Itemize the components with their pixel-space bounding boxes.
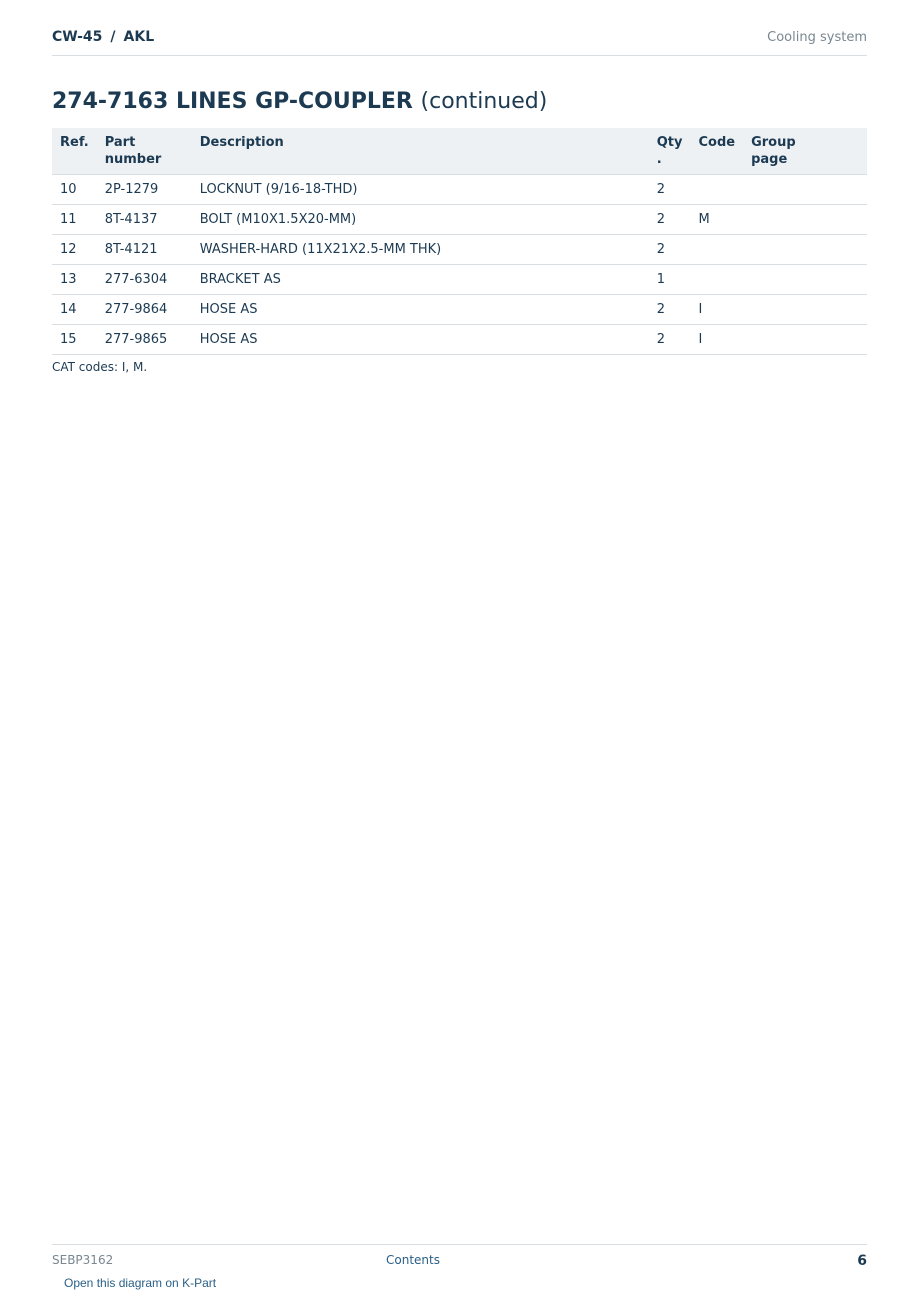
cell-group-page (743, 175, 867, 205)
table-row (52, 175, 867, 205)
cell-ref: 11 (52, 205, 97, 235)
page-title (52, 89, 547, 114)
cell-description: BOLT (M10X1.5X20-MM) (192, 205, 649, 235)
column-header-group-page (743, 128, 867, 175)
column-header-description: Description (192, 128, 649, 175)
cell-part-number: 8T-4121 (97, 235, 192, 265)
column-header-part-number: Part number (97, 128, 192, 175)
breadcrumb-separator: / (110, 29, 116, 45)
breadcrumb-code: AKL (123, 29, 155, 45)
cell-group-page (743, 325, 867, 355)
column-header-qty (649, 128, 691, 175)
cell-qty: 2 (649, 205, 691, 235)
cell-qty: 1 (649, 265, 691, 295)
cell-group-page (743, 205, 867, 235)
cell-ref: 10 (52, 175, 97, 205)
page-footer (52, 1244, 867, 1269)
page-number: 6 (857, 1253, 867, 1269)
cell-code (690, 265, 743, 295)
cell-code (690, 235, 743, 265)
document-code: SEBP3162 (52, 1253, 114, 1267)
table-row (52, 295, 867, 325)
cell-code: M (690, 205, 743, 235)
breadcrumb-model: CW-45 (52, 29, 103, 45)
qty-header-line1: Qty (656, 135, 683, 150)
table-row (52, 205, 867, 235)
section-label: Cooling system (767, 30, 867, 45)
table-row (52, 265, 867, 295)
contents-link[interactable]: Contents (386, 1253, 440, 1267)
cell-description: HOSE AS (192, 295, 649, 325)
breadcrumb (52, 29, 154, 45)
cell-code (690, 175, 743, 205)
group-header-line2: page (751, 152, 788, 167)
table-header-row (52, 128, 867, 175)
column-header-ref: Ref. (52, 128, 97, 175)
cell-code: I (690, 295, 743, 325)
parts-table (52, 128, 867, 355)
cell-qty: 2 (649, 295, 691, 325)
cell-code: I (690, 325, 743, 355)
cell-part-number: 2P-1279 (97, 175, 192, 205)
table-row (52, 235, 867, 265)
cell-qty: 2 (649, 235, 691, 265)
cell-ref: 15 (52, 325, 97, 355)
open-diagram-kpart-link[interactable]: Open this diagram on K-Part (64, 1276, 217, 1290)
cell-description: WASHER-HARD (11X21X2.5-MM THK) (192, 235, 649, 265)
cell-group-page (743, 295, 867, 325)
page-header (52, 28, 867, 56)
cell-ref: 14 (52, 295, 97, 325)
cell-description: HOSE AS (192, 325, 649, 355)
title-main: 274-7163 LINES GP-COUPLER (52, 89, 413, 114)
table-row (52, 325, 867, 355)
cell-description: BRACKET AS (192, 265, 649, 295)
cell-part-number: 277-9865 (97, 325, 192, 355)
cell-qty: 2 (649, 325, 691, 355)
cell-group-page (743, 265, 867, 295)
cell-ref: 12 (52, 235, 97, 265)
cell-qty: 2 (649, 175, 691, 205)
cell-part-number: 8T-4137 (97, 205, 192, 235)
cell-part-number: 277-6304 (97, 265, 192, 295)
cell-description: LOCKNUT (9/16-18-THD) (192, 175, 649, 205)
group-header-line1: Group (751, 135, 796, 150)
cat-codes-note: CAT codes: I, M. (52, 360, 148, 374)
title-suffix: (continued) (420, 89, 548, 114)
qty-header-line2: . (656, 152, 662, 167)
cell-group-page (743, 235, 867, 265)
cell-part-number: 277-9864 (97, 295, 192, 325)
column-header-code: Code (690, 128, 743, 175)
cell-ref: 13 (52, 265, 97, 295)
